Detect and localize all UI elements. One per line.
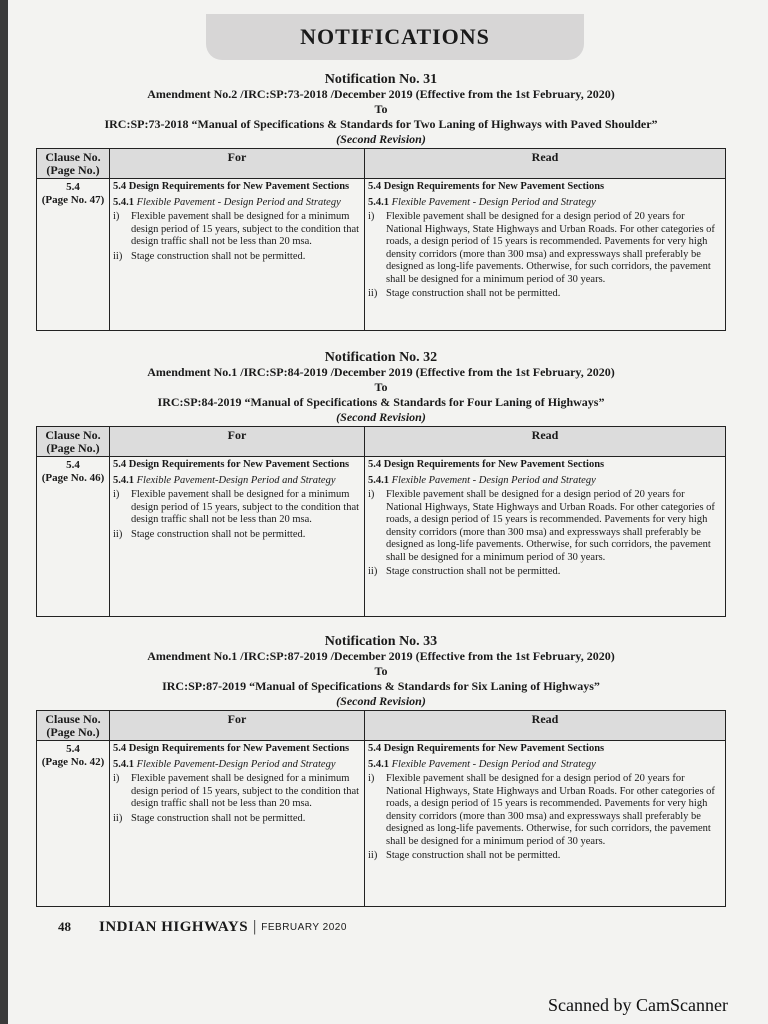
list-item [113, 813, 361, 826]
item-marker: ii) [368, 288, 378, 299]
subsection-title: Flexible Pavement - Design Period and Strategy [391, 474, 596, 486]
list-item [368, 566, 722, 579]
subsection-heading [113, 759, 361, 772]
amendment-line: Amendment No.1 /IRC:SP:87-2019 /December 2019 (Effective from the 1st February, 2020) [147, 649, 615, 663]
section-heading: 5.4 Design Requirements for New Pavement Sections [113, 743, 350, 754]
revision-label: (Second Revision) [336, 132, 426, 146]
item-marker: ii) [368, 850, 378, 861]
item-text: Flexible pavement shall be designed for a minimum design period of 15 years, subject to the condition that design traffic shall not be less than 20 msa. [131, 211, 360, 247]
footer-separator: | [253, 918, 257, 935]
magazine-name: INDIAN HIGHWAYS [99, 918, 249, 935]
amendment-table [36, 148, 726, 331]
subsection-title: Flexible Pavement-Design Period and Strategy [136, 474, 336, 486]
list-item [113, 773, 361, 811]
item-text: Flexible pavement shall be designed for a minimum design period of 15 years, subject to the condition that design traffic shall not be less than 20 msa. [131, 489, 360, 525]
read-cell [365, 457, 726, 617]
list-item [113, 489, 361, 527]
item-marker: i) [368, 773, 375, 784]
amendment-table [36, 426, 726, 617]
header-read: Read [365, 149, 726, 179]
read-cell [365, 179, 726, 331]
page-footer [58, 918, 347, 936]
list-item [368, 288, 722, 301]
subsection-title: Flexible Pavement-Design Period and Strategy [136, 758, 336, 770]
page-title: NOTIFICATIONS [206, 14, 584, 60]
notification-block [36, 72, 726, 331]
clause-number: 5.4 [66, 181, 80, 193]
item-marker: ii) [113, 528, 123, 540]
page-sheet [8, 0, 768, 1024]
page-reference: (Page No. 42) [41, 755, 105, 768]
item-marker: i) [368, 489, 375, 500]
item-text: Stage construction shall not be permitted. [131, 812, 306, 824]
notification-number: Notification No. 32 [324, 350, 438, 365]
header-clause: Clause No. (Page No.) [37, 427, 110, 457]
item-text: Flexible pavement shall be designed for a minimum design period of 15 years, subject to the condition that design traffic shall not be less than 20 msa. [131, 773, 360, 809]
item-text: Stage construction shall not be permitted. [386, 850, 561, 861]
amendment-line: Amendment No.2 /IRC:SP:73-2018 /December 2019 (Effective from the 1st February, 2020) [147, 87, 615, 101]
item-text: Flexible pavement shall be designed for a design period of 20 years for National Highways, State Highways and Urban Roads. For other categories of roads, a design period of 15 years is recommended. Pavements for very high density corridors (more than 300 msa) and expressways shall preferably be designed as long-life pavements. Otherwise, for such corridors, the pavement shall be designed for a minimum period of 30 years. [386, 489, 715, 563]
amendment-line: Amendment No.1 /IRC:SP:84-2019 /December 2019 (Effective from the 1st February, 2020) [147, 365, 615, 379]
subsection-number: 5.4.1 [113, 758, 134, 770]
item-marker: ii) [368, 566, 378, 577]
item-marker: i) [113, 489, 120, 500]
subsection-title: Flexible Pavement - Design Period and Strategy [391, 196, 596, 208]
subsection-title: Flexible Pavement - Design Period and Strategy [136, 196, 341, 208]
item-marker: i) [113, 773, 120, 784]
notification-block [36, 350, 726, 617]
subsection-heading [113, 475, 361, 488]
page-reference: (Page No. 46) [41, 471, 105, 484]
item-text: Flexible pavement shall be designed for a design period of 20 years for National Highways, State Highways and Urban Roads. For other categories of roads, a design period of 15 years is recommended. Pavements for very high density corridors (more than 300 msa) and expressways shall preferably be designed as long-life pavements. Otherwise, for such corridors, the pavement shall be designed for a minimum period of 30 years. [386, 773, 715, 847]
manual-title: IRC:SP:73-2018 “Manual of Specifications & Standards for Two Laning of Highways with Paved Shoulder” [104, 117, 658, 131]
subsection-number: 5.4.1 [368, 196, 389, 208]
subsection-heading [368, 475, 722, 488]
list-item [368, 489, 722, 564]
item-marker: ii) [113, 812, 123, 824]
revision-label: (Second Revision) [336, 410, 426, 424]
item-marker: ii) [113, 250, 123, 262]
section-heading: 5.4 Design Requirements for New Pavement Sections [113, 459, 350, 470]
notification-number: Notification No. 31 [324, 72, 438, 87]
for-cell [110, 741, 365, 907]
notification-number: Notification No. 33 [324, 634, 438, 649]
header-for: For [110, 711, 365, 741]
subsection-heading [368, 759, 722, 772]
notification-block [36, 634, 726, 907]
subsection-number: 5.4.1 [368, 758, 389, 770]
clause-cell [37, 179, 110, 331]
item-text: Stage construction shall not be permitted. [131, 528, 306, 540]
scanner-watermark: Scanned by CamScanner [548, 995, 728, 1015]
amendment-table [36, 710, 726, 907]
subsection-number: 5.4.1 [113, 196, 134, 208]
subsection-number: 5.4.1 [368, 474, 389, 486]
item-text: Flexible pavement shall be designed for a design period of 20 years for National Highways, State Highways and Urban Roads. For other categories of roads, a design period of 15 years is recommended. Pavements for very high density corridors (more than 300 msa) and expressways shall preferably be designed as long-life pavements. Otherwise, for such corridors, the pavement shall be designed for a minimum period of 30 years. [386, 211, 715, 285]
read-cell [365, 741, 726, 907]
list-item [113, 211, 361, 249]
subsection-number: 5.4.1 [113, 474, 134, 486]
issue-date: FEBRUARY 2020 [261, 921, 347, 933]
to-line: To [374, 664, 388, 678]
page-number: 48 [58, 919, 71, 934]
item-text: Stage construction shall not be permitted. [386, 566, 561, 577]
revision-label: (Second Revision) [336, 694, 426, 708]
manual-title: IRC:SP:84-2019 “Manual of Specifications & Standards for Four Laning of Highways” [157, 395, 605, 409]
list-item [113, 251, 361, 264]
clause-cell [37, 741, 110, 907]
item-text: Stage construction shall not be permitted. [386, 288, 561, 299]
item-text: Stage construction shall not be permitted. [131, 250, 306, 262]
header-for: For [110, 427, 365, 457]
for-cell [110, 179, 365, 331]
page-reference: (Page No. 47) [41, 193, 105, 206]
clause-number: 5.4 [66, 743, 80, 755]
header-for: For [110, 149, 365, 179]
to-line: To [374, 102, 388, 116]
section-heading: 5.4 Design Requirements for New Pavement Sections [368, 743, 605, 754]
item-marker: i) [113, 211, 120, 222]
list-item [113, 529, 361, 542]
list-item [368, 850, 722, 863]
list-item [368, 773, 722, 848]
to-line: To [374, 380, 388, 394]
clause-number: 5.4 [66, 459, 80, 471]
clause-cell [37, 457, 110, 617]
section-heading: 5.4 Design Requirements for New Pavement Sections [368, 181, 605, 192]
item-marker: i) [368, 211, 375, 222]
section-heading: 5.4 Design Requirements for New Pavement Sections [113, 181, 350, 192]
subsection-title: Flexible Pavement - Design Period and Strategy [391, 758, 596, 770]
for-cell [110, 457, 365, 617]
header-clause: Clause No. (Page No.) [37, 149, 110, 179]
subsection-heading [368, 197, 722, 210]
section-heading: 5.4 Design Requirements for New Pavement Sections [368, 459, 605, 470]
header-clause: Clause No. (Page No.) [37, 711, 110, 741]
subsection-heading [113, 197, 361, 210]
list-item [368, 211, 722, 286]
manual-title: IRC:SP:87-2019 “Manual of Specifications & Standards for Six Laning of Highways” [162, 679, 600, 693]
header-read: Read [365, 427, 726, 457]
header-read: Read [365, 711, 726, 741]
